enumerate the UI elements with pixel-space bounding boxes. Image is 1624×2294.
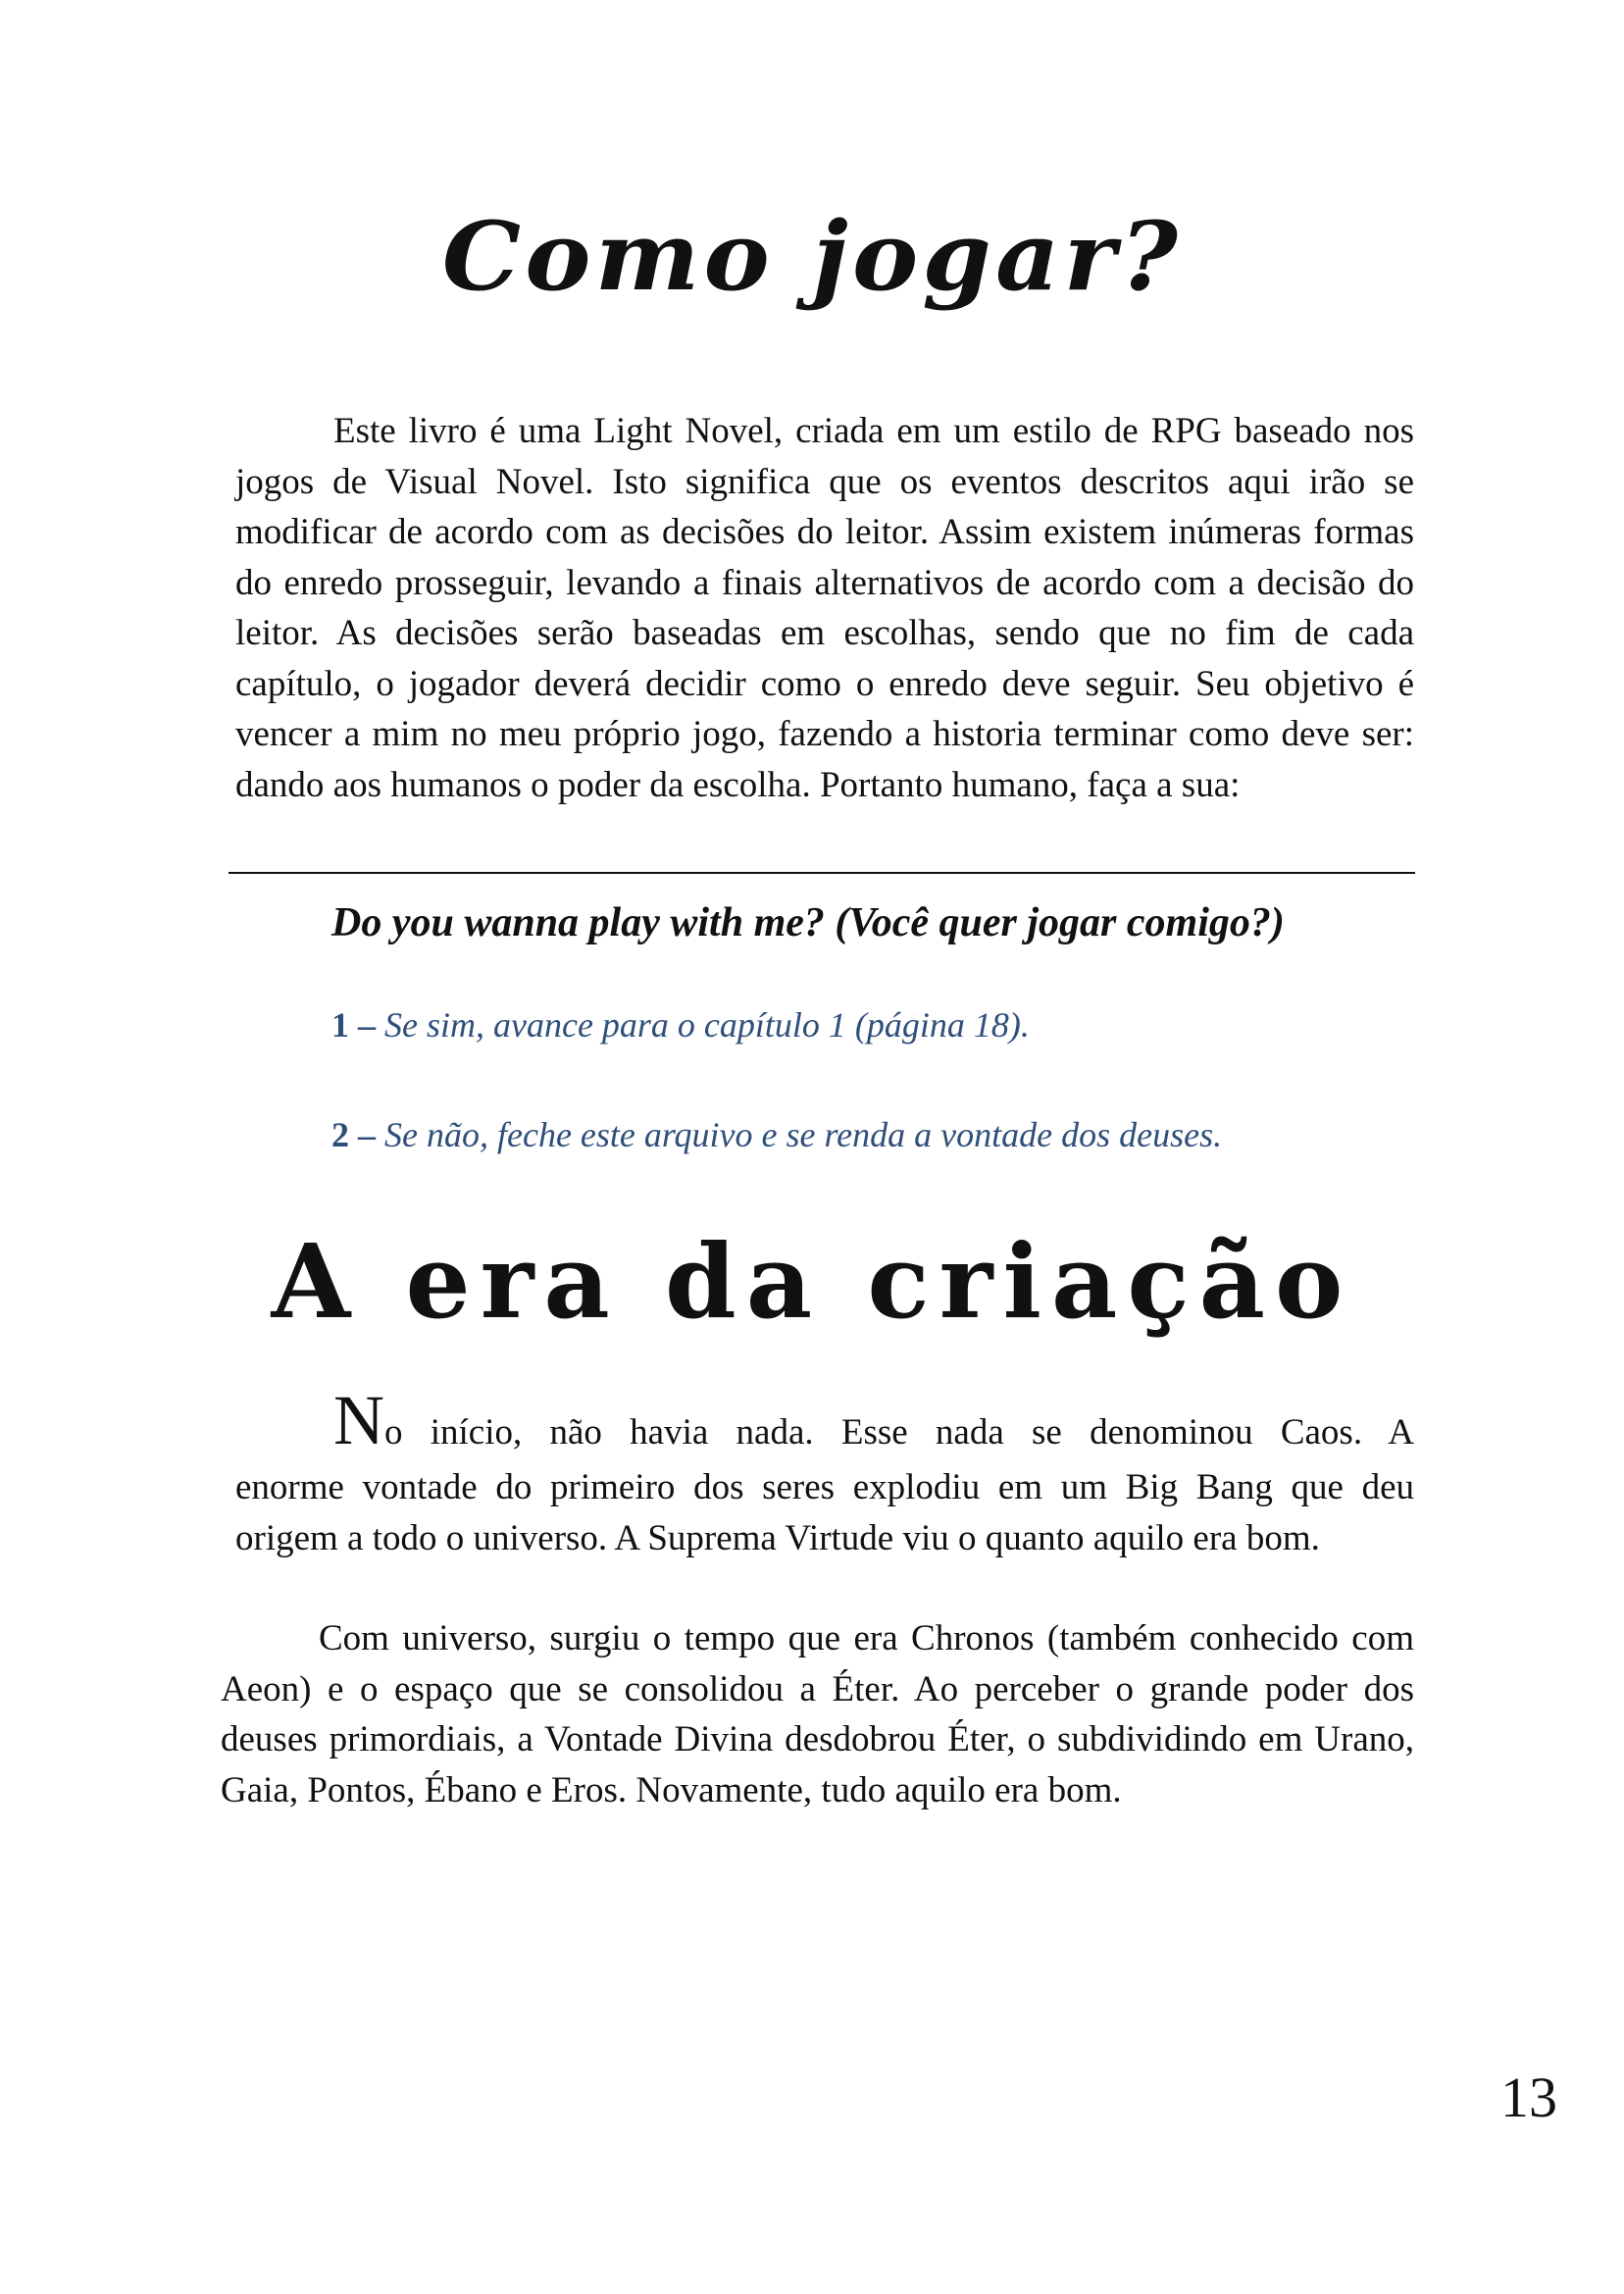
- choice-option-2: [331, 1114, 1222, 1155]
- choice-number-2: 2 –: [331, 1115, 376, 1154]
- question-text: Do you wanna play with me? (Você quer jogar comigo?): [331, 900, 1285, 945]
- story-paragraph-1-rest: enorme vontade do primeiro dos seres explodiu em um Big Bang que deu origem a todo o universo. A Suprema Virtude viu o quanto aquilo era bom.: [235, 1467, 1414, 1558]
- intro-paragraph: Este livro é uma Light Novel, criada em um estilo de RPG baseado nos jogos de Visual Novel. Isto significa que os eventos descritos aqui irão se modificar de acordo com as decisões do leitor. Assim existem inúmeras formas do enredo prosseguir, levando a finais alternativos de acordo com a decisão do leitor. As decisões serão baseadas em escolhas, sendo que no fim de cada capítulo, o jogador deverá decidir como o enredo deve seguir. Seu objetivo é vencer a mim no meu próprio jogo, fazendo a historia terminar como deve ser: dando aos humanos o poder da escolha. Portanto humano, faça a sua:: [235, 411, 1414, 805]
- choice-number-1: 1 –: [331, 1005, 376, 1045]
- horizontal-divider: [228, 872, 1415, 874]
- story-paragraph-2: Com universo, surgiu o tempo que era Chronos (também conhecido com Aeon) e o espaço que se consolidou a Éter. Ao perceber o grande poder dos deuses primordiais, a Vontade Divina desdobrou Éter, o subdividindo em Urano, Gaia, Pontos, Ébano e Eros. Novamente, tudo aquilo era bom.: [221, 1618, 1414, 1810]
- choice-option-1: [331, 1004, 1030, 1045]
- section-title-era-da-criacao: A era da criação: [271, 1221, 1353, 1342]
- story-first-line-text: o início, não havia nada. Esse nada se denominou Caos. A: [384, 1412, 1414, 1453]
- story-first-line: [235, 1381, 1414, 1462]
- drop-cap-letter: N: [333, 1381, 384, 1459]
- story-paragraph-1: [235, 1381, 1414, 1563]
- section-title-como-jogar: Como jogar?: [441, 201, 1183, 312]
- choice-text-1: Se sim, avance para o capítulo 1 (página 18).: [376, 1005, 1030, 1045]
- choice-text-2: Se não, feche este arquivo e se renda a vontade dos deuses.: [376, 1115, 1223, 1154]
- page-number: 13: [1500, 2065, 1557, 2129]
